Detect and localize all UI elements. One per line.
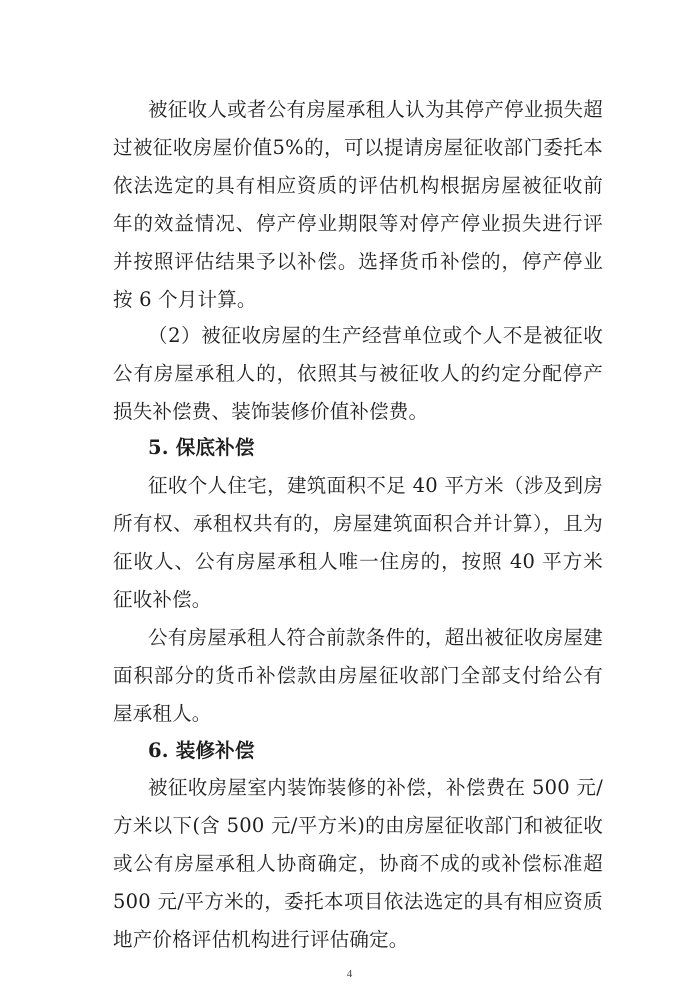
paragraph-line: 公有房屋承租人的，依照其与被征收人的约定分配停产 xyxy=(113,362,603,385)
paragraph-line: 损失补偿费、装饰装修价值补偿费。 xyxy=(113,400,429,423)
paragraph-line: （2）被征收房屋的生产经营单位或个人不是被征收 xyxy=(148,324,603,347)
section-heading: 5. 保底补偿 xyxy=(148,436,255,459)
paragraph-line: 征收人、公有房屋承租人唯一住房的，按照 40 平方米 xyxy=(113,550,603,573)
paragraph-line: 方米以下(含 500 元/平方米)的由房屋征收部门和被征收 xyxy=(113,814,603,837)
paragraph-line: 500 元/平方米的，委托本项目依法选定的具有相应资质 xyxy=(113,890,603,913)
paragraph-line: 公有房屋承租人符合前款条件的，超出被征收房屋建 xyxy=(148,626,603,649)
paragraph-line: 面积部分的货币补偿款由房屋征收部门全部支付给公有 xyxy=(113,664,603,687)
paragraph-line: 征收补偿。 xyxy=(113,588,212,611)
paragraph-line: 征收个人住宅，建筑面积不足 40 平方米（涉及到房 xyxy=(148,474,603,497)
section-heading: 6. 装修补偿 xyxy=(148,739,255,762)
paragraph-line: 并按照评估结果予以补偿。选择货币补偿的，停产停业 xyxy=(113,250,603,273)
paragraph-line: 被征收房屋室内装饰装修的补偿，补偿费在 500 元/ xyxy=(148,776,603,799)
paragraph-line: 过被征收房屋价值5%的，可以提请房屋征收部门委托本 xyxy=(113,136,603,159)
paragraph-line: 地产价格评估机构进行评估确定。 xyxy=(113,928,409,951)
paragraph-line: 依法选定的具有相应资质的评估机构根据房屋被征收前 xyxy=(113,174,603,197)
paragraph-line: 按 6 个月计算。 xyxy=(113,288,257,311)
paragraph-line: 屋承租人。 xyxy=(113,702,212,725)
paragraph-line: 年的效益情况、停产停业期限等对停产停业损失进行评 xyxy=(113,212,603,235)
page-number: 4 xyxy=(346,968,353,980)
paragraph-line: 或公有房屋承租人协商确定，协商不成的或补偿标准超 xyxy=(113,852,603,875)
paragraph-line: 所有权、承租权共有的，房屋建筑面积合并计算），且为 xyxy=(113,512,603,535)
paragraph-line: 被征收人或者公有房屋承租人认为其停产停业损失超 xyxy=(148,98,603,121)
